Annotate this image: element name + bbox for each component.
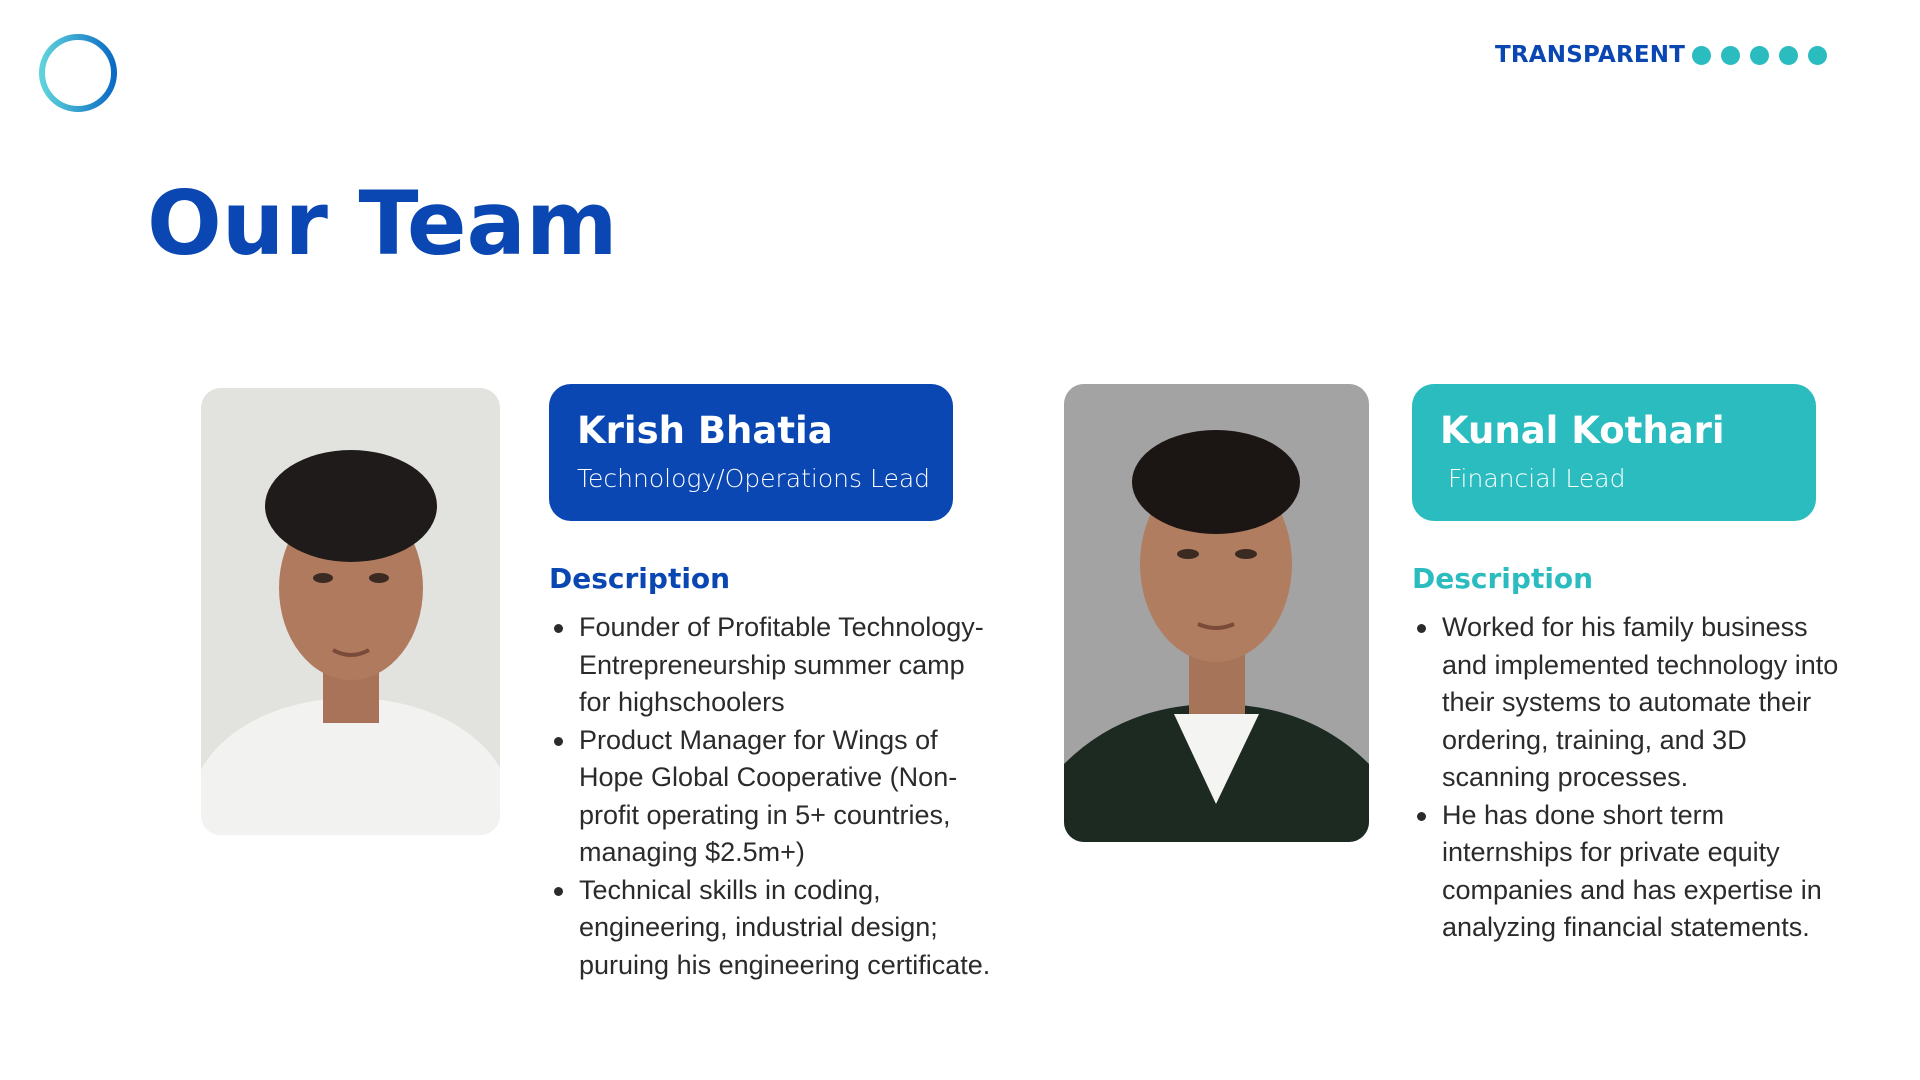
name-card <box>1412 384 1816 521</box>
page-title: Our Team <box>147 172 618 275</box>
member-photo <box>201 388 500 835</box>
dot <box>1692 46 1711 65</box>
list-item: Founder of Profitable Technology-Entrepreneurship summer camp for highschoolers <box>549 609 999 722</box>
list-item: He has done short term internships for private equity companies and has expertise in analyzing financial statements. <box>1412 797 1842 947</box>
member-role: Financial Lead <box>1448 464 1626 493</box>
pagination-dots <box>1692 46 1827 65</box>
ring-logo-icon <box>38 33 118 113</box>
dot <box>1750 46 1769 65</box>
description-list <box>549 609 999 984</box>
name-card <box>549 384 953 521</box>
member-name: Krish Bhatia <box>577 409 833 452</box>
dot <box>1721 46 1740 65</box>
member-photo <box>1064 384 1369 842</box>
dot <box>1808 46 1827 65</box>
description-heading: Description <box>549 562 731 595</box>
member-role: Technology/Operations Lead <box>577 464 931 493</box>
description-heading: Description <box>1412 562 1594 595</box>
description-list <box>1412 609 1842 947</box>
brand-name: TRANSPARENT <box>1495 42 1686 68</box>
member-name: Kunal Kothari <box>1440 409 1725 452</box>
list-item: Product Manager for Wings of Hope Global Cooperative (Non-profit operating in 5+ countries, managing $2.5m+) <box>549 722 999 872</box>
list-item: Worked for his family business and implemented technology into their systems to automate their ordering, training, and 3D scanning processes. <box>1412 609 1842 797</box>
dot <box>1779 46 1798 65</box>
list-item: Technical skills in coding, engineering, industrial design; puruing his engineering certificate. <box>549 872 999 985</box>
